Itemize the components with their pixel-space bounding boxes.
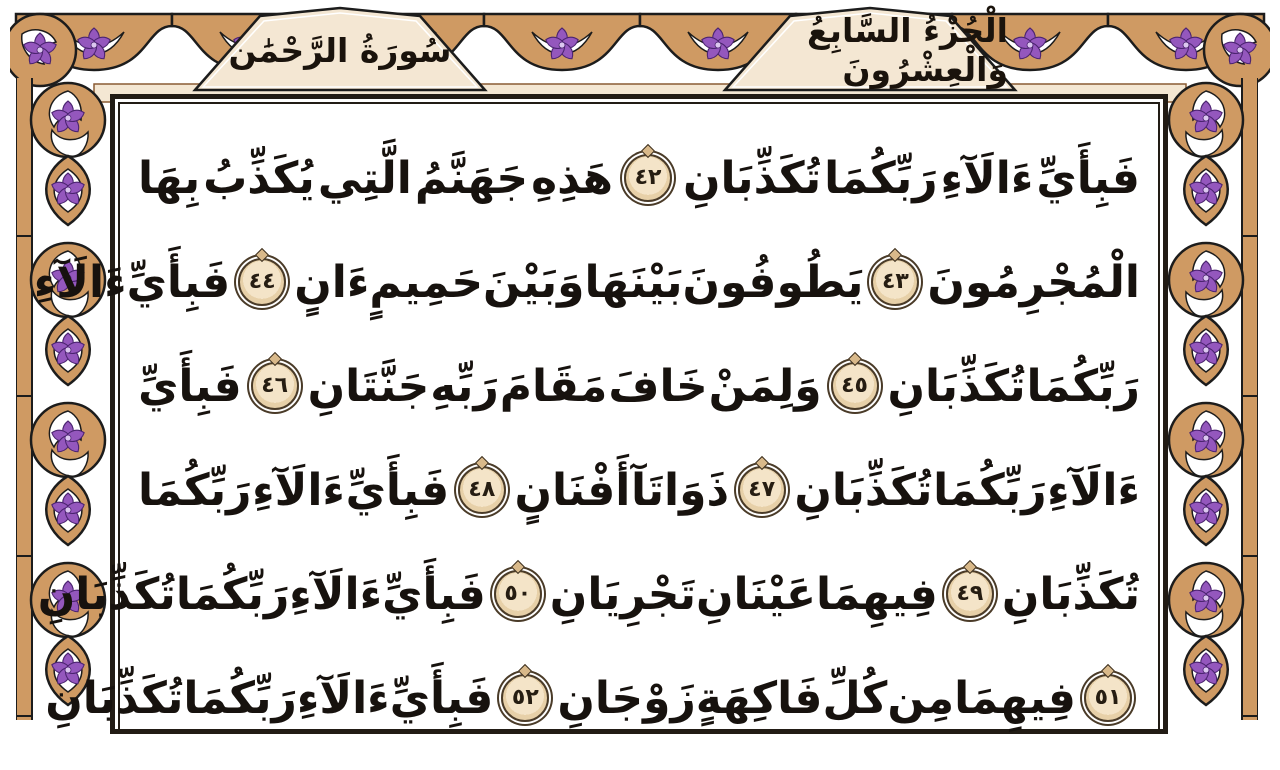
top-ornament-band (10, 4, 1270, 106)
quran-line (37, 542, 1140, 646)
ayah-number: ٥٠ (504, 581, 532, 606)
quran-word: رَبِّكُمَا (824, 152, 938, 204)
surah-title (200, 14, 480, 86)
quran-text (33, 104, 1158, 770)
ayah-number: ٤٥ (841, 373, 868, 398)
ayah-number: ٤٢ (634, 165, 662, 190)
quran-line (138, 334, 1140, 438)
ayah-number: ٥٢ (511, 685, 539, 710)
quran-word: رَبِّكُمَا (183, 672, 297, 724)
quran-word: تُكَذِّبَانِ (682, 152, 822, 204)
quran-word: الَّتِي (317, 152, 412, 204)
quran-word: فَبِأَيِّ (138, 360, 242, 412)
ayah-marker (946, 570, 994, 618)
quran-line (45, 646, 1140, 750)
quran-word: تُكَذِّبَانِ (1001, 568, 1140, 620)
quran-word: حَمِيمٍ (369, 256, 484, 308)
corner-ornament-left (10, 14, 76, 86)
quran-line (33, 230, 1140, 334)
quran-word: هَذِهِ (531, 152, 614, 204)
ayah-marker (1084, 674, 1132, 722)
quran-word: ذَوَاتَآ (631, 464, 730, 516)
ayah-number: ٤٣ (882, 269, 909, 294)
quran-word: جَهَنَّمُ (414, 152, 529, 204)
quran-word: جَنَّتَانِ (307, 360, 430, 412)
quran-word: ءَالَآءِ (1047, 464, 1140, 516)
juz-title-label: الْجُزْءُ السَّابِعُ وَالْعِشْرُونَ (807, 11, 1008, 89)
quran-word: مِن (887, 672, 955, 724)
text-frame (33, 94, 1168, 734)
quran-word: وَلِمَنْ (708, 360, 822, 412)
quran-word: رَبِّكُمَا (138, 464, 252, 516)
quran-word: الْمُجْرِمُونَ (927, 256, 1140, 308)
quran-word: بِهَا (138, 152, 201, 204)
quran-word: ءَالَآءِ (289, 568, 383, 620)
quran-word: ءَالَآءِ (296, 672, 390, 724)
ayah-marker (238, 258, 286, 306)
quran-word: فَبِأَيِّ (126, 256, 231, 308)
quran-line (138, 438, 1140, 542)
quran-word: مَقَامَ (499, 360, 608, 412)
ayah-marker (501, 674, 549, 722)
quran-word: فَاكِهَةٍ (695, 672, 823, 724)
ayah-number: ٤٨ (468, 477, 496, 502)
quran-word: زَوْجَانِ (557, 672, 696, 724)
quran-word: فِيهِمَا (816, 568, 938, 620)
quran-word: تُكَذِّبَانِ (794, 464, 933, 516)
quran-word: ءَالَآءِ (252, 464, 345, 516)
quran-line (138, 126, 1140, 230)
ayah-marker (871, 258, 919, 306)
quran-word: رَبِّكُمَا (175, 568, 290, 620)
ayah-marker (494, 570, 542, 618)
ayah-marker (831, 362, 879, 410)
text-frame-inner-line (33, 102, 1160, 732)
ayah-number: ٤٤ (248, 269, 276, 294)
quran-word: ءَالَآءِ (940, 152, 1034, 204)
quran-word: خَافَ (608, 360, 708, 412)
quran-word: يَطُوفُونَ (682, 256, 864, 308)
quran-word: رَبِّكُمَا (1026, 360, 1140, 412)
ayah-marker (624, 154, 672, 202)
quran-word: تُكَذِّبَانِ (45, 672, 184, 724)
quran-word: وَبَيْنَ (483, 256, 585, 308)
ayah-marker (738, 466, 786, 514)
quran-word: تُكَذِّبَانِ (37, 568, 176, 620)
corner-ornament-right (1204, 14, 1270, 86)
ayah-number: ٤٩ (956, 581, 984, 606)
ayah-number: ٥١ (1094, 685, 1122, 710)
quran-word: رَبِّهِ (430, 360, 499, 412)
quran-word: فَبِأَيِّ (382, 568, 486, 620)
quran-word: عَيْنَانِ (695, 568, 817, 620)
right-ornament-border (1164, 78, 1258, 720)
ayah-number: ٤٦ (261, 373, 289, 398)
juz-title (732, 11, 1008, 89)
ayah-marker (458, 466, 506, 514)
quran-word: فَبِأَيِّ (345, 464, 450, 516)
quran-word: بَيْنَهَا (584, 256, 683, 308)
quran-word: تَجْرِيَانِ (549, 568, 696, 620)
quran-word: فِيهِمَا (954, 672, 1076, 724)
quran-word: أَفْنَانٍ (514, 464, 631, 516)
quran-word: تُكَذِّبَانِ (887, 360, 1026, 412)
quran-word: ءَالَآءِ (33, 256, 127, 308)
ayah-number: ٤٧ (748, 477, 776, 502)
quran-word: فَبِأَيِّ (389, 672, 494, 724)
quran-word: ءَانٍ (294, 256, 370, 308)
quran-word: كُلِّ (822, 672, 888, 724)
left-ornament-border (16, 78, 110, 720)
quran-word: رَبِّكُمَا (933, 464, 1047, 516)
ayah-marker (251, 362, 299, 410)
surah-title-label: سُورَةُ الرَّحْمَٰن (228, 30, 452, 70)
quran-word: فَبِأَيِّ (1036, 152, 1140, 204)
quran-word: يُكَذِّبُ (203, 152, 315, 204)
